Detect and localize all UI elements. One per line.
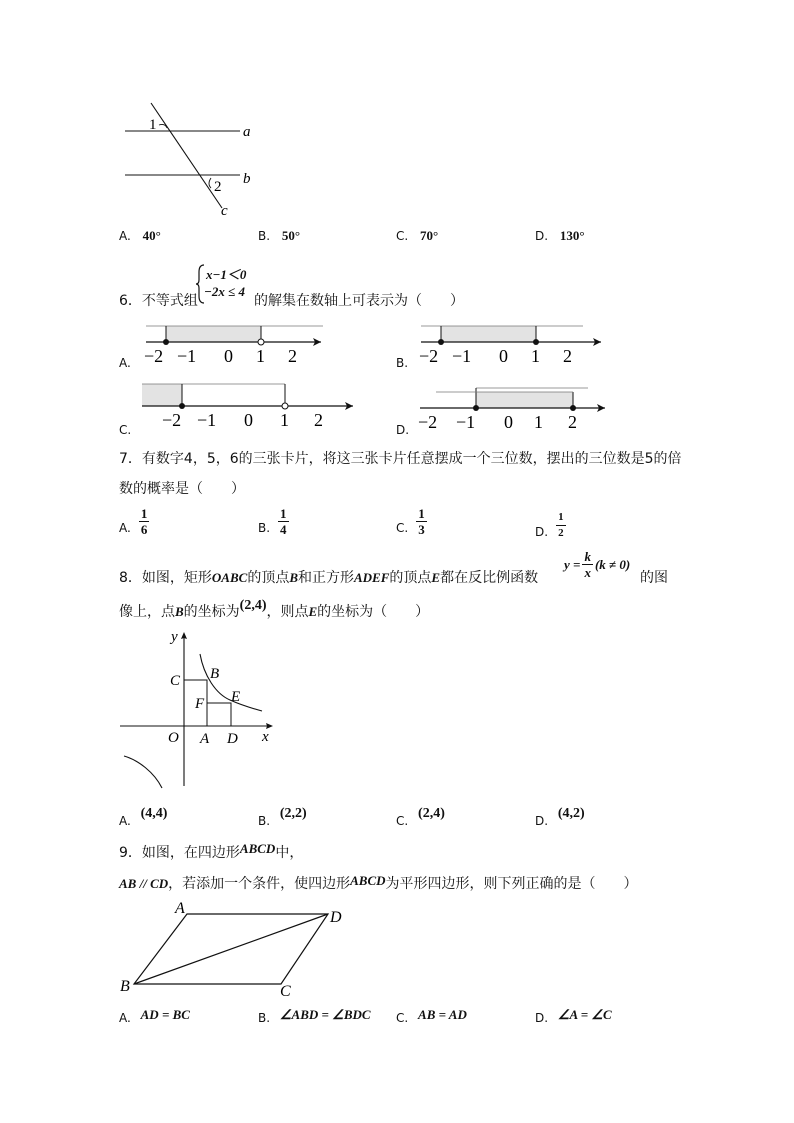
option-value: ∠ABD = ∠BDC <box>279 1007 371 1022</box>
q5-option-d[interactable] <box>535 228 585 244</box>
option-letter: D. <box>535 229 549 243</box>
q8-option-b[interactable] <box>258 806 307 828</box>
q6-option-c-letter[interactable]: C. <box>119 423 132 437</box>
q9-option-d[interactable] <box>535 1007 612 1026</box>
option-value: (4,4) <box>140 806 168 821</box>
vertex-label-D: D <box>330 909 342 926</box>
option-letter: C. <box>396 814 409 828</box>
q6-option-b-numberline[interactable] <box>413 318 608 366</box>
q6-inequality-1: x−1＜0 <box>206 267 247 282</box>
q6-option-a-numberline[interactable] <box>138 318 333 366</box>
option-fraction: $\frac{1}{3}$ <box>418 506 425 537</box>
q8-option-a[interactable] <box>119 806 168 828</box>
q8-option-d[interactable] <box>535 806 585 828</box>
point-label-C: C <box>170 673 181 689</box>
tick-label: 1 <box>534 412 543 432</box>
option-letter: D. <box>535 1011 549 1025</box>
option-value: 50° <box>281 228 301 243</box>
q6-prefix: 6．不等式组 <box>119 293 198 309</box>
option-letter: A. <box>119 229 131 243</box>
q5-line-a-label: a <box>243 124 251 140</box>
tick-label: 2 <box>288 346 297 366</box>
q7-line-2: 数的概率是（ ） <box>119 481 245 497</box>
tick-label: 0 <box>224 346 233 366</box>
q9-option-c[interactable] <box>396 1007 467 1026</box>
option-fraction: $\frac{1}{6}$ <box>140 506 148 537</box>
point-label-F: F <box>195 696 205 712</box>
tick-label: 0 <box>244 410 253 428</box>
q7-option-d[interactable] <box>535 510 566 541</box>
tick-label: 1 <box>256 346 265 366</box>
option-value: (2,2) <box>279 806 307 821</box>
option-value: AB = AD <box>418 1007 467 1022</box>
q9-line-2: AB // CD，若添加一个条件，使四边形ABCD为平形四边形，则下列正确的是（ ） <box>119 873 638 892</box>
q9-option-a[interactable] <box>119 1007 190 1026</box>
tick-label: −2 <box>144 346 164 366</box>
point-label-A: A <box>200 731 210 747</box>
q7-line-1: 7．有数字4，5，6的三张卡片，将这三张卡片任意摆成一个三位数，摆出的三位数是5的倍 <box>119 451 682 467</box>
option-letter: C. <box>396 521 409 535</box>
q7-option-a[interactable] <box>119 506 149 537</box>
tick-label: −1 <box>452 346 472 366</box>
q6-option-a-letter[interactable]: A. <box>119 356 131 370</box>
tick-label: 1 <box>531 346 540 366</box>
option-letter: B. <box>258 814 271 828</box>
q8-line-1-end: 的图 <box>640 570 668 586</box>
point-label-B: B <box>210 666 220 682</box>
tick-label: 2 <box>563 346 572 366</box>
q9-figure <box>116 898 352 1000</box>
tick-label: 0 <box>504 412 513 432</box>
vertex-label-C: C <box>280 983 291 1000</box>
point-label-E: E <box>231 689 241 705</box>
q5-line-b-label: b <box>243 171 251 187</box>
point-label-D: D <box>227 731 238 747</box>
tick-label: −1 <box>177 346 197 366</box>
option-letter: D. <box>535 814 549 828</box>
option-fraction: $\frac{1}{4}$ <box>280 506 287 537</box>
tick-label: −1 <box>197 410 217 428</box>
q5-figure <box>115 98 265 220</box>
tick-label: 1 <box>280 410 289 428</box>
q5-option-c[interactable] <box>396 228 438 244</box>
option-letter: C. <box>396 229 409 243</box>
option-letter: C. <box>396 1011 409 1025</box>
q5-line-c-label: c <box>221 203 228 219</box>
q8-line-1: 8．如图，矩形OABC的顶点B和正方形ADEF的顶点E都在反比例函数 <box>119 570 539 586</box>
option-letter: B. <box>258 1011 271 1025</box>
q6-option-c-numberline[interactable] <box>140 376 358 428</box>
q6-option-d-letter[interactable]: D. <box>396 423 410 437</box>
q7-option-c[interactable] <box>396 506 427 537</box>
option-letter: B. <box>258 229 271 243</box>
option-letter: A. <box>119 814 131 828</box>
q6-option-d-numberline[interactable] <box>416 384 611 432</box>
q8-option-c[interactable] <box>396 806 445 828</box>
axis-label-y: y <box>171 629 178 645</box>
vertex-label-A: A <box>175 900 185 917</box>
option-letter: A. <box>119 521 131 535</box>
tick-label: −2 <box>419 346 439 366</box>
option-letter: D. <box>535 525 549 539</box>
option-value: 40° <box>142 228 161 243</box>
option-value: 70° <box>420 228 439 243</box>
q9-line-1: 9．如图，在四边形ABCD中， <box>119 841 304 861</box>
q6-inequality-2: −2x ≤ 4 <box>204 284 246 299</box>
q5-angle-1-label: 1 <box>149 117 157 133</box>
q9-option-b[interactable] <box>258 1007 371 1026</box>
vertex-label-B: B <box>120 978 130 995</box>
option-value: (4,2) <box>557 806 585 821</box>
option-value: 130° <box>559 228 585 243</box>
option-fraction: $\frac{1}{2}$ <box>558 511 564 539</box>
tick-label: −1 <box>456 412 476 432</box>
q8-function: y = $\frac{k}{x}$ (k ≠ 0) <box>564 549 631 580</box>
option-value: AD = BC <box>140 1007 190 1022</box>
option-value: ∠A = ∠C <box>557 1007 612 1022</box>
q8-line-2: 像上，点B的坐标为(2,4)，则点E的坐标为（ ） <box>119 598 430 620</box>
q5-option-b[interactable] <box>258 228 300 244</box>
q8-figure <box>116 628 280 790</box>
q6-option-b-letter[interactable]: B. <box>396 356 409 370</box>
option-letter: B. <box>258 521 271 535</box>
tick-label: −2 <box>162 410 182 428</box>
q5-angle-2-label: 2 <box>214 179 222 195</box>
q7-option-b[interactable] <box>258 506 289 537</box>
option-value: (2,4) <box>418 806 445 821</box>
q5-option-a[interactable] <box>119 228 161 244</box>
tick-label: 2 <box>314 410 323 428</box>
tick-label: 2 <box>568 412 577 432</box>
tick-label: −2 <box>418 412 438 432</box>
axis-label-x: x <box>262 729 269 745</box>
option-letter: A. <box>119 1011 131 1025</box>
point-label-O: O <box>168 730 179 746</box>
tick-label: 0 <box>499 346 508 366</box>
q6-suffix: 的解集在数轴上可表示为（ ） <box>254 293 464 309</box>
